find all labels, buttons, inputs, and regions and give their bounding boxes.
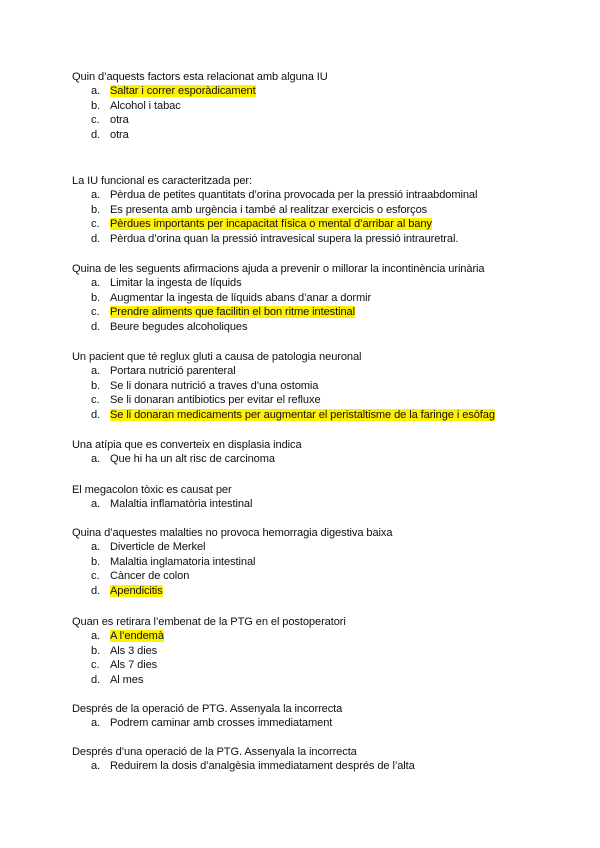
question-block	[72, 483, 572, 512]
option-item	[91, 452, 572, 467]
option-marker: b.	[91, 644, 101, 657]
option-text: otra	[110, 128, 129, 141]
option-text: Càncer de colon	[110, 570, 190, 583]
option-text: Se li donaran antibiotics per evitar el refluxe	[110, 394, 321, 407]
option-marker: d.	[91, 673, 101, 686]
option-item	[91, 673, 572, 688]
option-item	[91, 113, 572, 128]
option-text: Reduirem la dosis d’analgèsia immediatament després de l’alta	[110, 760, 415, 772]
question-text: La IU funcional es caracteritzada per:	[72, 175, 252, 187]
option-marker: a.	[91, 277, 101, 289]
option-marker: c.	[91, 218, 100, 231]
option-text: Diverticle de Merkel	[110, 541, 206, 553]
option-marker: c.	[91, 570, 100, 583]
question-block	[72, 70, 572, 142]
option-marker: b.	[91, 99, 101, 112]
option-marker: b.	[91, 555, 101, 568]
option-item	[91, 408, 572, 423]
option-item	[91, 128, 572, 143]
option-item	[91, 320, 572, 335]
option-item	[91, 217, 572, 232]
option-marker: c.	[91, 659, 100, 672]
option-marker: c.	[91, 306, 100, 319]
option-item	[91, 393, 572, 408]
option-item	[91, 203, 572, 218]
option-item	[91, 658, 572, 673]
option-text-highlighted: Se li donaran medicaments per augmentar el peristaltisme de la faringe i esòfag	[110, 408, 495, 421]
option-text: Als 7 dies	[110, 659, 158, 672]
question-text: Quina de les seguents afirmacions ajuda a prevenir o millorar la incontinència urinària	[72, 263, 485, 275]
option-item	[91, 188, 572, 203]
option-text: Se li donara nutrició a traves d’una ostomia	[110, 379, 319, 392]
option-marker: b.	[91, 203, 101, 216]
question-text: Quina d’aquestes malalties no provoca hemorragia digestiva baixa	[72, 527, 393, 539]
option-item	[91, 584, 572, 599]
option-text: Als 3 dies	[110, 644, 158, 657]
option-text: Pèrdua de petites quantitats d’orina provocada per la pressió intraabdominal	[110, 189, 478, 201]
option-text: otra	[110, 114, 129, 127]
question-block	[72, 615, 572, 687]
option-item	[91, 84, 572, 99]
option-marker: a.	[91, 541, 101, 553]
option-marker: a.	[91, 189, 101, 201]
option-marker: a.	[91, 85, 101, 97]
question-text: El megacolon tòxic es causat per	[72, 484, 232, 496]
option-item	[91, 276, 572, 291]
option-marker: b.	[91, 379, 101, 392]
question-text: Un pacient que té reglux gluti a causa de patologia neuronal	[72, 351, 362, 363]
option-text-highlighted: Saltar i correr esporàdicament	[110, 85, 256, 97]
option-text-highlighted: Apendicitis	[110, 584, 163, 597]
option-item	[91, 99, 572, 114]
option-item	[91, 716, 572, 731]
option-item	[91, 497, 572, 512]
option-text: Augmentar la ingesta de líquids abans d’anar a dormir	[110, 291, 372, 304]
option-item	[91, 569, 572, 584]
question-block	[72, 702, 572, 731]
option-text: Limitar la ingesta de líquids	[110, 277, 242, 289]
option-marker: a.	[91, 630, 101, 642]
option-marker: a.	[91, 365, 101, 377]
option-marker: c.	[91, 114, 100, 127]
option-text-highlighted: Pèrdues importants per incapacitat física o mental d’arribar al bany	[110, 218, 432, 231]
option-text: Es presenta amb urgència i també al realitzar exercicis o esforços	[110, 203, 428, 216]
question-text: Després d’una operació de la PTG. Assenyala la incorrecta	[72, 746, 357, 758]
option-marker: a.	[91, 717, 101, 729]
option-marker: a.	[91, 453, 101, 465]
option-text: Al mes	[110, 673, 144, 686]
question-text: Una atípia que es converteix en displasia indica	[72, 439, 302, 451]
option-item	[91, 555, 572, 570]
option-text: Portara nutrició parenteral	[110, 365, 236, 377]
option-text: Beure begudes alcoholiques	[110, 320, 248, 333]
option-text: Malaltia inflamatòria intestinal	[110, 498, 253, 510]
option-item	[91, 629, 572, 644]
option-item	[91, 379, 572, 394]
option-marker: d.	[91, 584, 101, 597]
question-block	[72, 745, 572, 774]
question-text: Quan es retirara l’embenat de la PTG en el postoperatori	[72, 616, 346, 628]
option-marker: d.	[91, 408, 101, 421]
option-marker: b.	[91, 291, 101, 304]
option-text: Que hi ha un alt risc de carcinoma	[110, 453, 275, 465]
question-block	[72, 174, 572, 246]
question-block	[72, 262, 572, 334]
question-block	[72, 350, 572, 422]
option-item	[91, 291, 572, 306]
option-marker: d.	[91, 232, 101, 245]
option-item	[91, 759, 572, 774]
option-marker: d.	[91, 128, 101, 141]
option-item	[91, 644, 572, 659]
option-text-highlighted: Prendre aliments que facilitin el bon ritme intestinal	[110, 306, 355, 319]
question-block	[72, 438, 572, 467]
option-text: Malaltia inglamatoria intestinal	[110, 555, 256, 568]
option-text-highlighted: A l’endemà	[110, 630, 164, 642]
option-text: Alcohol i tabac	[110, 99, 181, 112]
option-item	[91, 364, 572, 379]
option-marker: c.	[91, 394, 100, 407]
question-text: Quin d’aquests factors esta relacionat amb alguna IU	[72, 71, 328, 83]
question-block	[72, 526, 572, 598]
option-item	[91, 540, 572, 555]
option-text: Podrem caminar amb crosses immediatament	[110, 717, 333, 729]
option-marker: a.	[91, 760, 101, 772]
option-marker: d.	[91, 320, 101, 333]
option-item	[91, 232, 572, 247]
option-marker: a.	[91, 498, 101, 510]
option-text: Pèrdua d’orina quan la pressió intravesical supera la pressió intrauretral.	[110, 232, 459, 245]
question-text: Després de la operació de PTG. Assenyala la incorrecta	[72, 703, 343, 715]
option-item	[91, 305, 572, 320]
